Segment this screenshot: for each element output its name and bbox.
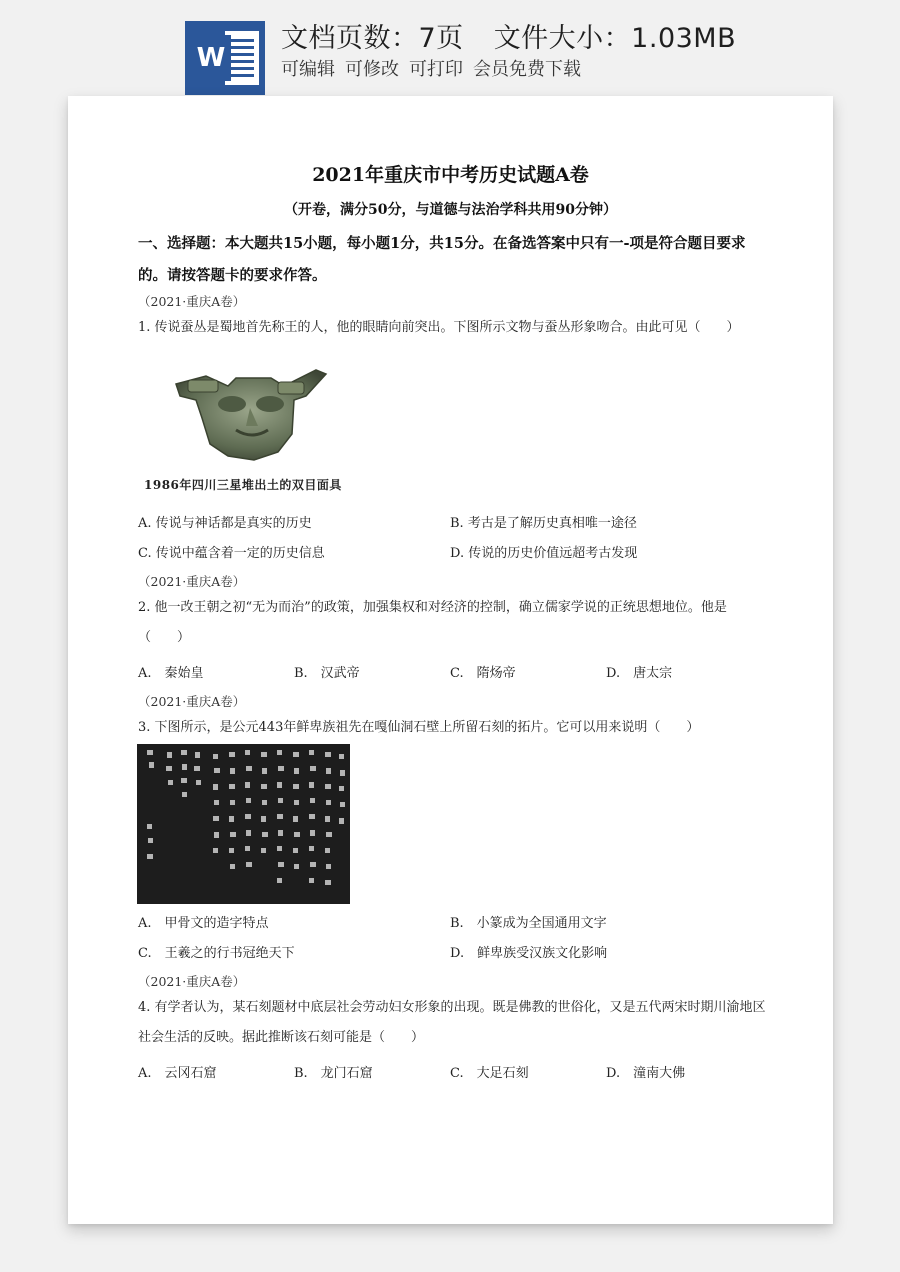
- mask-image-caption: 1986年四川三星堆出土的双目面具: [144, 478, 342, 492]
- question-1-source: （2021·重庆A卷）: [138, 294, 246, 309]
- question-2-option-a: A. 秦始皇: [138, 666, 204, 681]
- question-4-option-c: C. 大足石刻: [450, 1066, 529, 1081]
- file-info-banner: [0, 0, 900, 96]
- document-subtitle: （开卷，满分50分，与道德与法治学科共用90分钟）: [284, 202, 617, 218]
- word-document-icon: [185, 21, 265, 95]
- feature-member-download: 会员免费下载: [473, 59, 581, 80]
- stone-inscription-rubbing-image: [137, 744, 350, 904]
- bronze-mask-image: [166, 356, 336, 466]
- question-3-option-d: D. 鲜卑族受汉族文化影响: [450, 946, 608, 961]
- question-3-option-c: C. 王羲之的行书冠绝天下: [138, 946, 295, 961]
- question-3-option-b: B. 小篆成为全国通用文字: [450, 916, 607, 931]
- page-count: 文档页数：7页: [281, 23, 464, 54]
- document-page: [68, 96, 833, 1224]
- feature-modifiable: 可修改: [345, 59, 399, 80]
- question-1-option-d: D. 传说的历史价值远超考古发现: [450, 546, 638, 561]
- file-size: 文件大小：1.03MB: [493, 23, 737, 54]
- question-2-option-c: C. 隋炀帝: [450, 666, 516, 681]
- banner-title: [281, 16, 736, 55]
- question-3-text: 3. 下图所示，是公元443年鲜卑族祖先在嘎仙洞石壁上所留石刻的拓片。它可以用来说明（ ）: [138, 720, 700, 735]
- question-4-source: （2021·重庆A卷）: [138, 974, 246, 989]
- question-1-option-b: B. 考古是了解历史真相唯一途径: [450, 516, 637, 531]
- question-4-option-a: A. 云冈石窟: [138, 1066, 217, 1081]
- question-2-text: 2. 他一改王朝之初“无为而治”的政策，加强集权和对经济的控制，确立儒家学说的正统思想地位。他是（ ）: [138, 600, 727, 645]
- question-1-option-c: C. 传说中蕴含着一定的历史信息: [138, 546, 325, 561]
- feature-list: [281, 55, 591, 81]
- question-1-option-a: A. 传说与神话都是真实的历史: [138, 516, 312, 531]
- question-4-text: 4. 有学者认为，某石刻题材中底层社会劳动妇女形象的出现。既是佛教的世俗化，又是五代两宋时期川渝地区社会生活的反映。据此推断该石刻可能是（ ）: [138, 1000, 766, 1045]
- question-3-option-a: A. 甲骨文的造字特点: [138, 916, 269, 931]
- question-4-option-b: B. 龙门石窟: [294, 1066, 373, 1081]
- section-heading: 一、选择题：本大题共15小题，每小题1分，共15分。在备选答案中只有一-项是符合题目要求的。请按答题卡的要求作答。: [138, 235, 746, 284]
- word-icon-letter: W: [191, 35, 231, 81]
- question-2-option-b: B. 汉武帝: [294, 666, 360, 681]
- feature-editable: 可编辑: [281, 59, 335, 80]
- question-1-text: 1. 传说蚕丛是蜀地首先称王的人，他的眼睛向前突出。下图所示文物与蚕丛形象吻合。由此可见（ ）: [138, 320, 740, 335]
- question-4-option-d: D. 潼南大佛: [606, 1066, 686, 1081]
- question-2-source: （2021·重庆A卷）: [138, 574, 246, 589]
- feature-printable: 可打印: [409, 59, 463, 80]
- question-3-source: （2021·重庆A卷）: [138, 694, 246, 709]
- document-title: 2021年重庆市中考历史试题A卷: [312, 164, 589, 186]
- question-2-option-d: D. 唐太宗: [606, 666, 673, 681]
